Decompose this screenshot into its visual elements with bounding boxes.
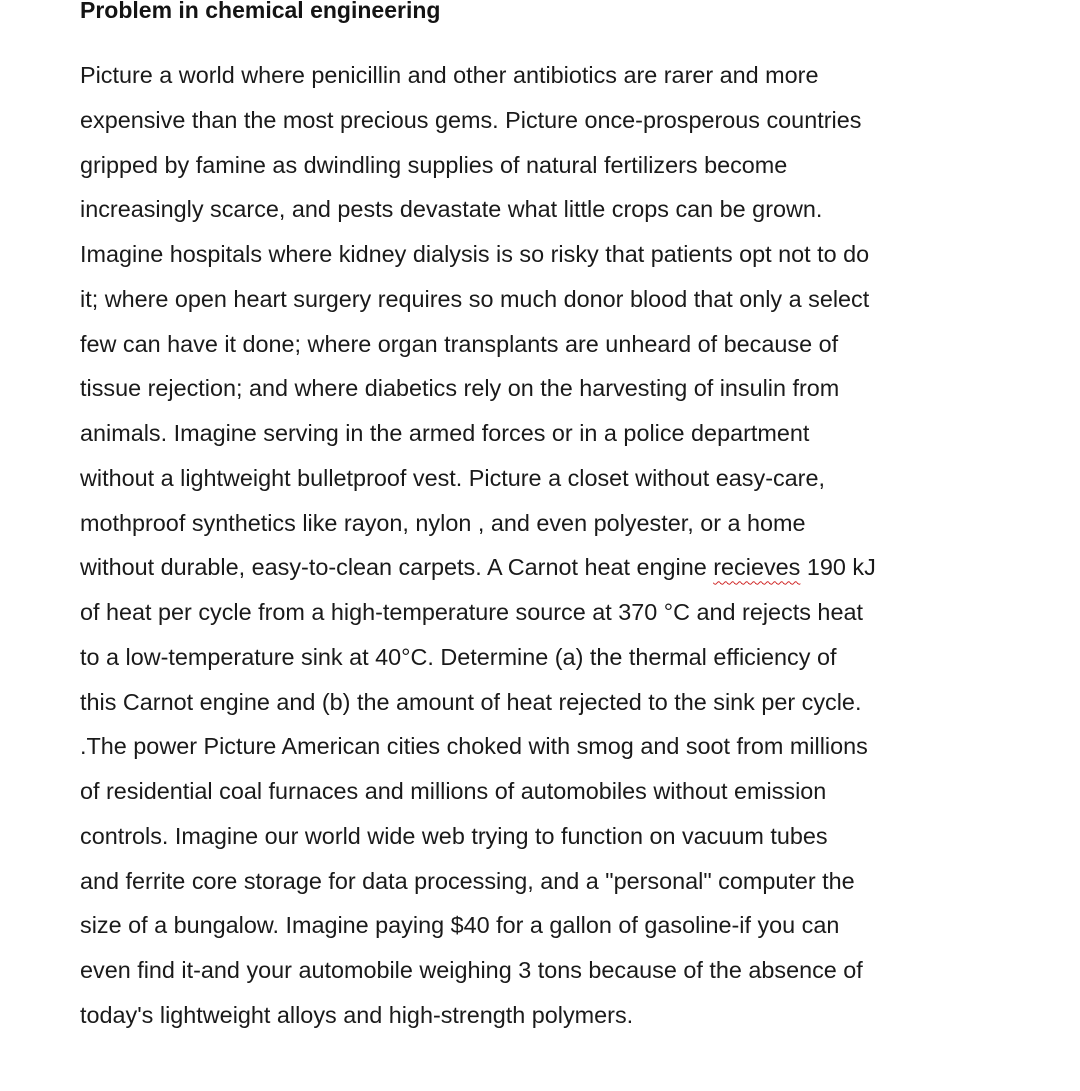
paragraph-line: gripped by famine as dwindling supplies of natural fertilizers become	[80, 151, 788, 178]
paragraph-line: Picture a world where penicillin and other antibiotics are rarer and more	[80, 62, 819, 88]
paragraph-line: of residential coal furnaces and millions of automobiles without emission	[80, 778, 827, 804]
paragraph-line: size of a bungalow. Imagine paying $40 for a gallon of gasoline-if you can	[80, 912, 840, 939]
paragraph-line: of heat per cycle from a high-temperature source at 370 °C and rejects heat	[80, 599, 863, 625]
problem-paragraph	[80, 53, 1040, 1038]
paragraph-line: controls. Imagine our world wide web trying to function on vacuum tubes	[80, 822, 828, 849]
paragraph-line: few can have it done; where organ transplants are unheard of because of	[80, 330, 839, 357]
paragraph-line: animals. Imagine serving in the armed forces or in a police department	[80, 420, 810, 446]
paragraph-line: to a low-temperature sink at 40°C. Determine (a) the thermal efficiency of	[80, 643, 837, 670]
paragraph-line: even find it-and your automobile weighing 3 tons because of the absence of	[80, 957, 863, 983]
paragraph-line: increasingly scarce, and pests devastate what little crops can be grown.	[80, 196, 823, 223]
paragraph-line: .The power Picture American cities choked with smog and soot from millions	[80, 733, 868, 760]
paragraph-line: today's lightweight alloys and high-strength polymers.	[80, 1001, 634, 1028]
misspelled-word[interactable]: recieves	[713, 554, 801, 581]
paragraph-line: expensive than the most precious gems. Picture once-prosperous countries	[80, 106, 862, 133]
paragraph-line: it; where open heart surgery requires so much donor blood that only a select	[80, 285, 870, 312]
paragraph-line: tissue rejection; and where diabetics rely on the harvesting of insulin from	[80, 375, 840, 402]
paragraph-line-with-spelling-error	[80, 545, 1040, 590]
line-text-after: 190 kJ	[800, 554, 876, 581]
paragraph-line: and ferrite core storage for data processing, and a "personal" computer the	[80, 867, 855, 894]
paragraph-line: this Carnot engine and (b) the amount of heat rejected to the sink per cycle.	[80, 688, 862, 715]
paragraph-line: mothproof synthetics like rayon, nylon , and even polyester, or a home	[80, 509, 806, 536]
document-title: Problem in chemical engineering	[80, 0, 441, 23]
line-text-before: without durable, easy-to-clean carpets. A Carnot heat engine	[80, 554, 714, 581]
paragraph-line: Imagine hospitals where kidney dialysis is so risky that patients opt not to do	[80, 241, 870, 267]
paragraph-line: without a lightweight bulletproof vest. Picture a closet without easy-care,	[80, 464, 825, 491]
